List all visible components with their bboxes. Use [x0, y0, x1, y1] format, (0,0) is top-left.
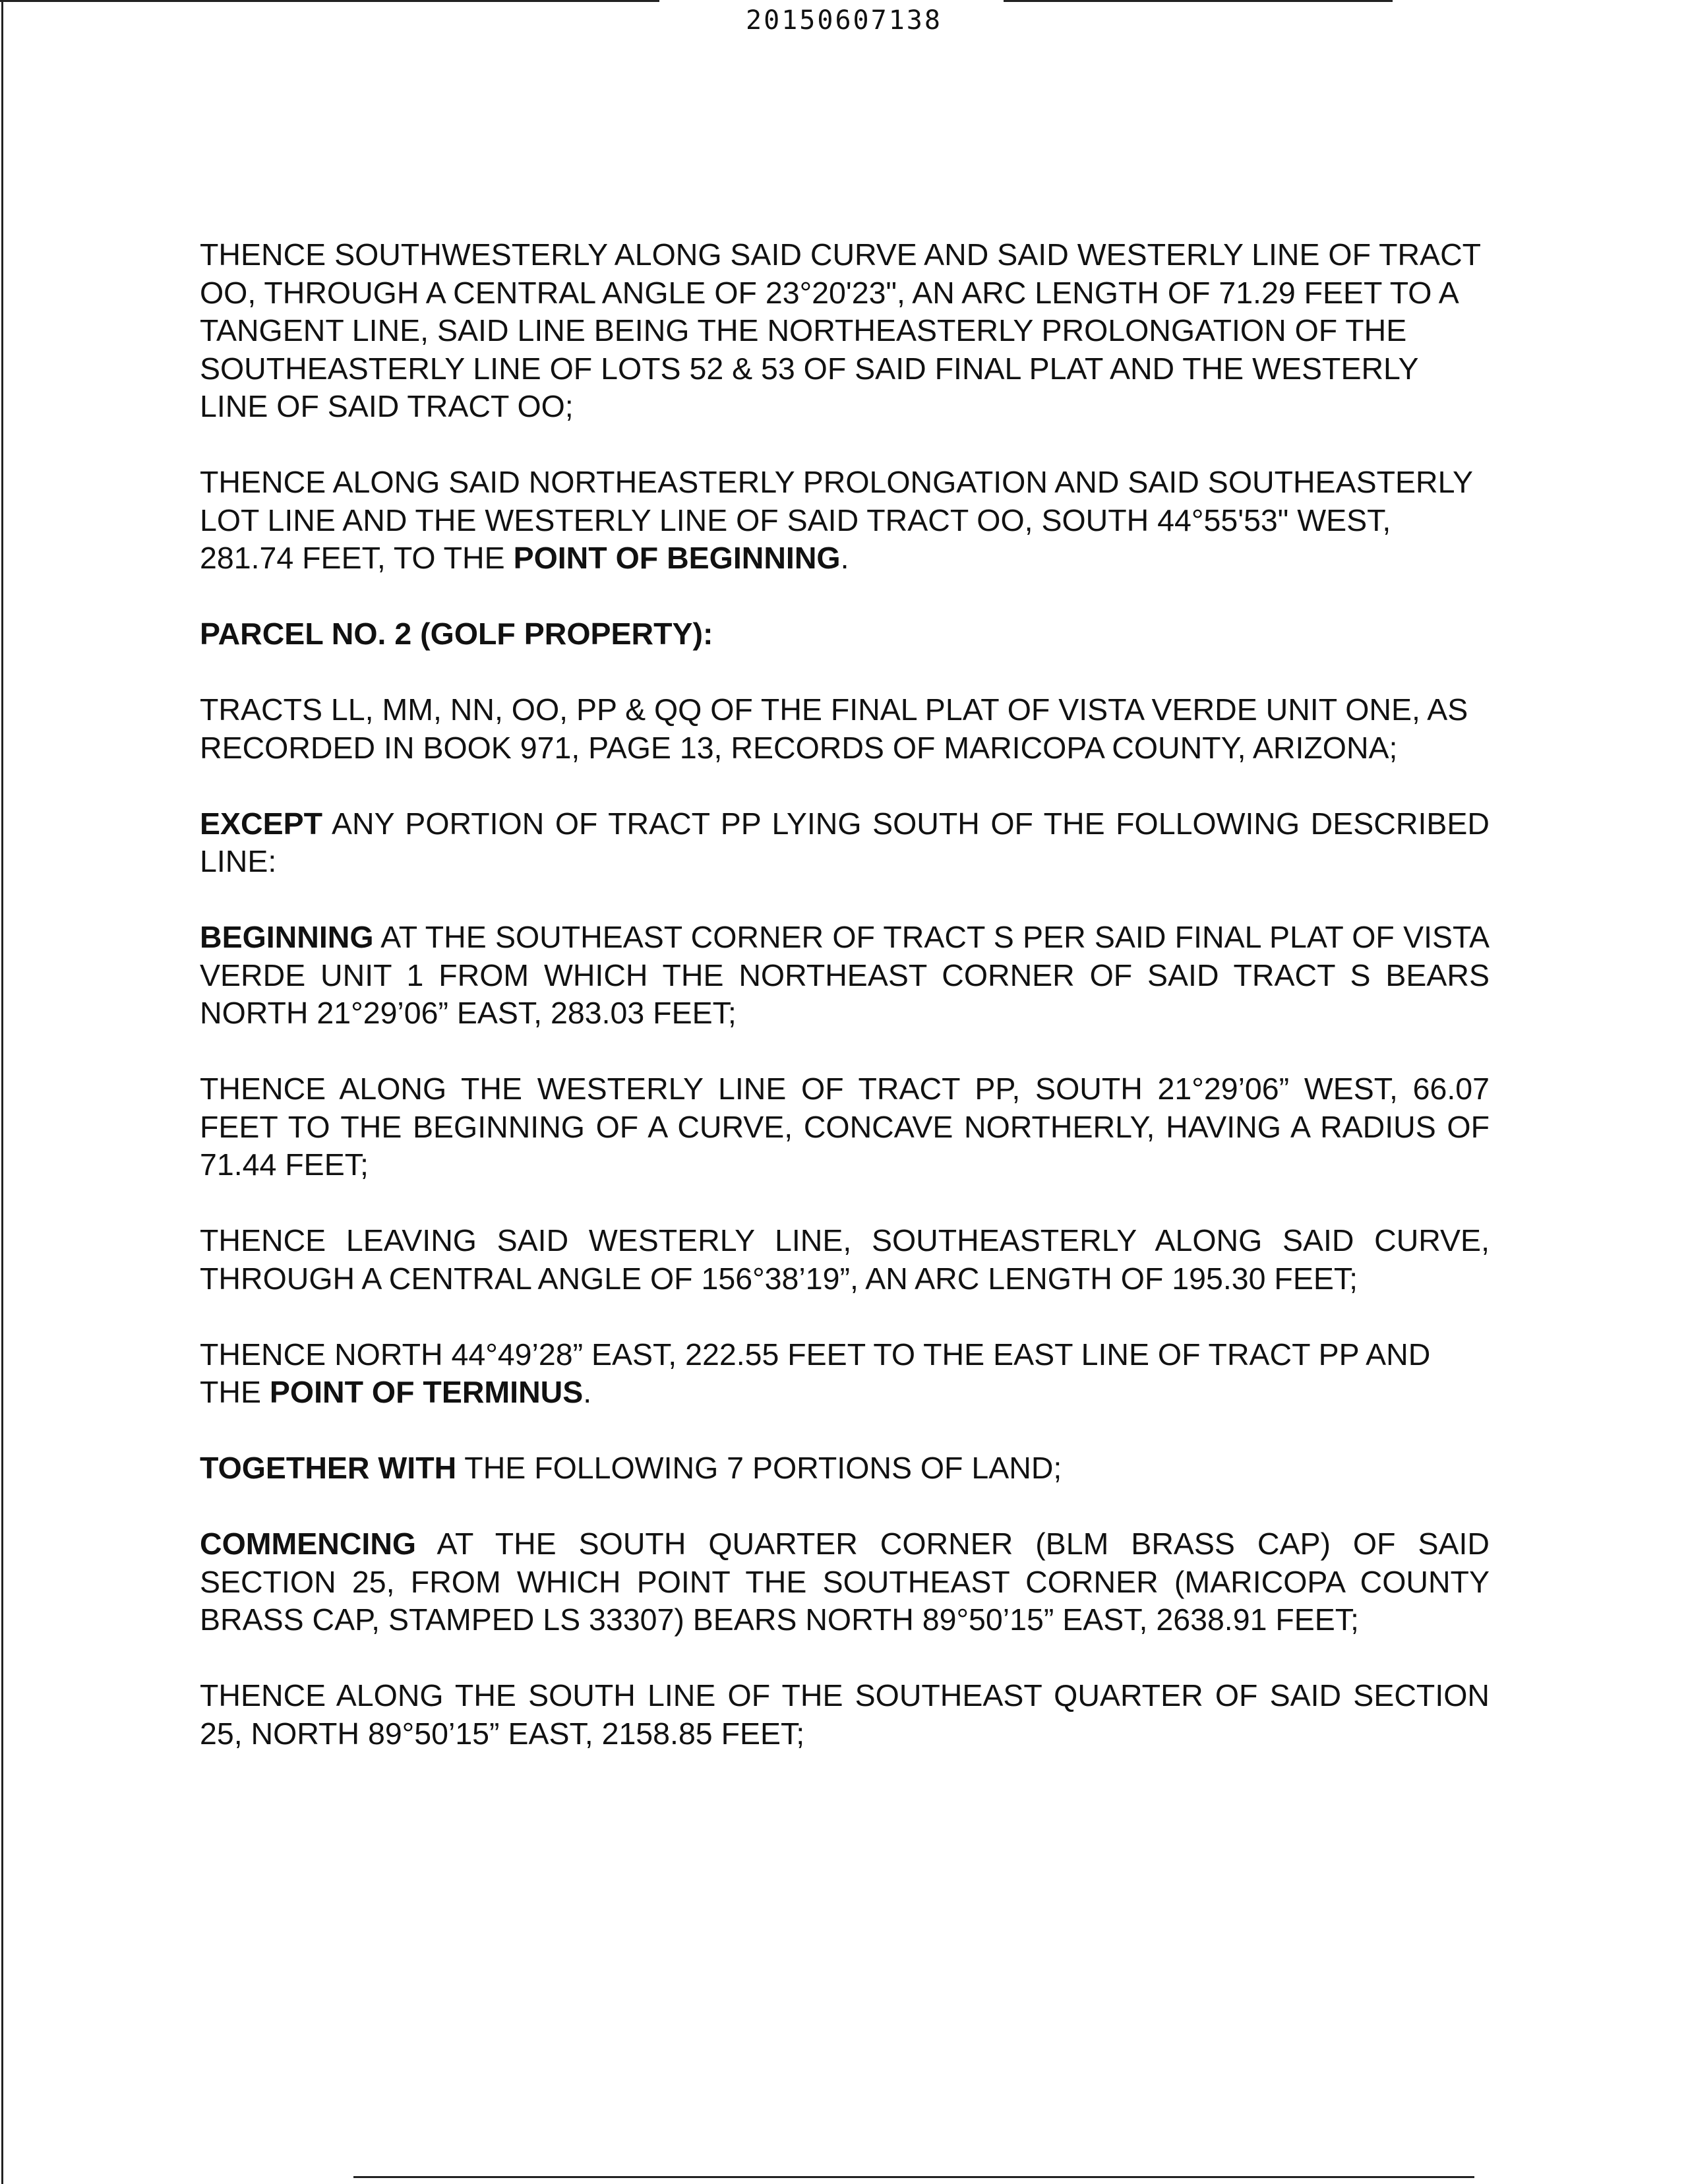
paragraph-text: ANY PORTION OF TRACT PP LYING SOUTH OF THE FOLLOWING DESCRIBED LINE: — [200, 806, 1490, 878]
paragraph-suffix: . — [840, 541, 849, 575]
paragraph-text: THENCE NORTH 44°49’28” EAST, 222.55 FEET TO THE EAST LINE OF TRACT PP AND THE — [200, 1337, 1431, 1409]
legal-description — [200, 236, 1490, 1791]
paragraph-text: THENCE ALONG THE SOUTH LINE OF THE SOUTHEAST QUARTER OF SAID SECTION 25, NORTH 89°50’15” EAST, 2158.85 FEET; — [200, 1678, 1490, 1751]
scan-edge-bottom — [353, 2176, 1474, 2178]
bold-term: TOGETHER WITH — [200, 1451, 457, 1485]
paragraph-except — [200, 805, 1490, 881]
paragraph-leaving-westerly-line — [200, 1222, 1490, 1298]
paragraph-tracts — [200, 691, 1490, 767]
paragraph-point-of-beginning — [200, 464, 1490, 578]
paragraph-south-line — [200, 1677, 1490, 1753]
paragraph-curve-southwesterly — [200, 236, 1490, 426]
paragraph-text: AT THE SOUTH QUARTER CORNER (BLM BRASS CAP) OF SAID SECTION 25, FROM WHICH POINT THE SOUTHEAST CORNER (MARICOPA COUNTY BRASS CAP, STAMPED LS 33307) BEARS NORTH 89°50’15” EAST, 2638.91 FEET; — [200, 1527, 1490, 1637]
bold-term: BEGINNING — [200, 920, 374, 954]
scan-edge-top-right — [1004, 0, 1393, 2]
bold-term: POINT OF BEGINNING — [513, 541, 841, 575]
parcel-heading: PARCEL NO. 2 (GOLF PROPERTY): — [200, 617, 713, 651]
paragraph-text: THENCE LEAVING SAID WESTERLY LINE, SOUTHEASTERLY ALONG SAID CURVE, THROUGH A CENTRAL ANGLE OF 156°38’19”, AN ARC LENGTH OF 195.30 FEET; — [200, 1223, 1490, 1296]
paragraph-text: THENCE SOUTHWESTERLY ALONG SAID CURVE AND SAID WESTERLY LINE OF TRACT OO, THROUGH A CENTRAL ANGLE OF 23°20'23", AN ARC LENGTH OF 71.29 FEET TO A TANGENT LINE, SAID LINE BEING THE NORTHEASTERLY PROLONGATION OF THE SOUTHEASTERLY LINE OF LOTS 52 & 53 OF SAID FINAL PLAT AND THE WESTERLY LINE OF SAID TRACT OO; — [200, 237, 1481, 423]
recording-number: 20150607138 — [746, 5, 942, 36]
paragraph-text: THENCE ALONG SAID NORTHEASTERLY PROLONGATION AND SAID SOUTHEASTERLY LOT LINE AND THE WESTERLY LINE OF SAID TRACT OO, SOUTH 44°55'53" WEST, 281.74 FEET, TO THE — [200, 465, 1473, 575]
paragraph-beginning — [200, 919, 1490, 1033]
paragraph-text: THE FOLLOWING 7 PORTIONS OF LAND; — [456, 1451, 1062, 1485]
paragraph-westerly-line — [200, 1070, 1490, 1184]
scan-edge-top-left — [0, 0, 659, 2]
paragraph-commencing — [200, 1525, 1490, 1639]
bold-term: POINT OF TERMINUS — [269, 1375, 584, 1409]
paragraph-text: THENCE ALONG THE WESTERLY LINE OF TRACT PP, SOUTH 21°29’06” WEST, 66.07 FEET TO THE BEGINNING OF A CURVE, CONCAVE NORTHERLY, HAVING A RADIUS OF 71.44 FEET; — [200, 1072, 1490, 1182]
paragraph-point-of-terminus — [200, 1336, 1490, 1412]
paragraph-suffix: . — [583, 1375, 592, 1409]
paragraph-text: AT THE SOUTHEAST CORNER OF TRACT S PER SAID FINAL PLAT OF VISTA VERDE UNIT 1 FROM WHICH THE NORTHEAST CORNER OF SAID TRACT S BEARS NORTH 21°29’06” EAST, 283.03 FEET; — [200, 920, 1490, 1030]
bold-term: EXCEPT — [200, 806, 323, 841]
scan-edge-left — [1, 0, 3, 2184]
paragraph-text: TRACTS LL, MM, NN, OO, PP & QQ OF THE FINAL PLAT OF VISTA VERDE UNIT ONE, AS RECORDED IN BOOK 971, PAGE 13, RECORDS OF MARICOPA COUNTY, ARIZONA; — [200, 692, 1468, 765]
bold-term: COMMENCING — [200, 1527, 417, 1561]
paragraph-together-with — [200, 1449, 1490, 1488]
